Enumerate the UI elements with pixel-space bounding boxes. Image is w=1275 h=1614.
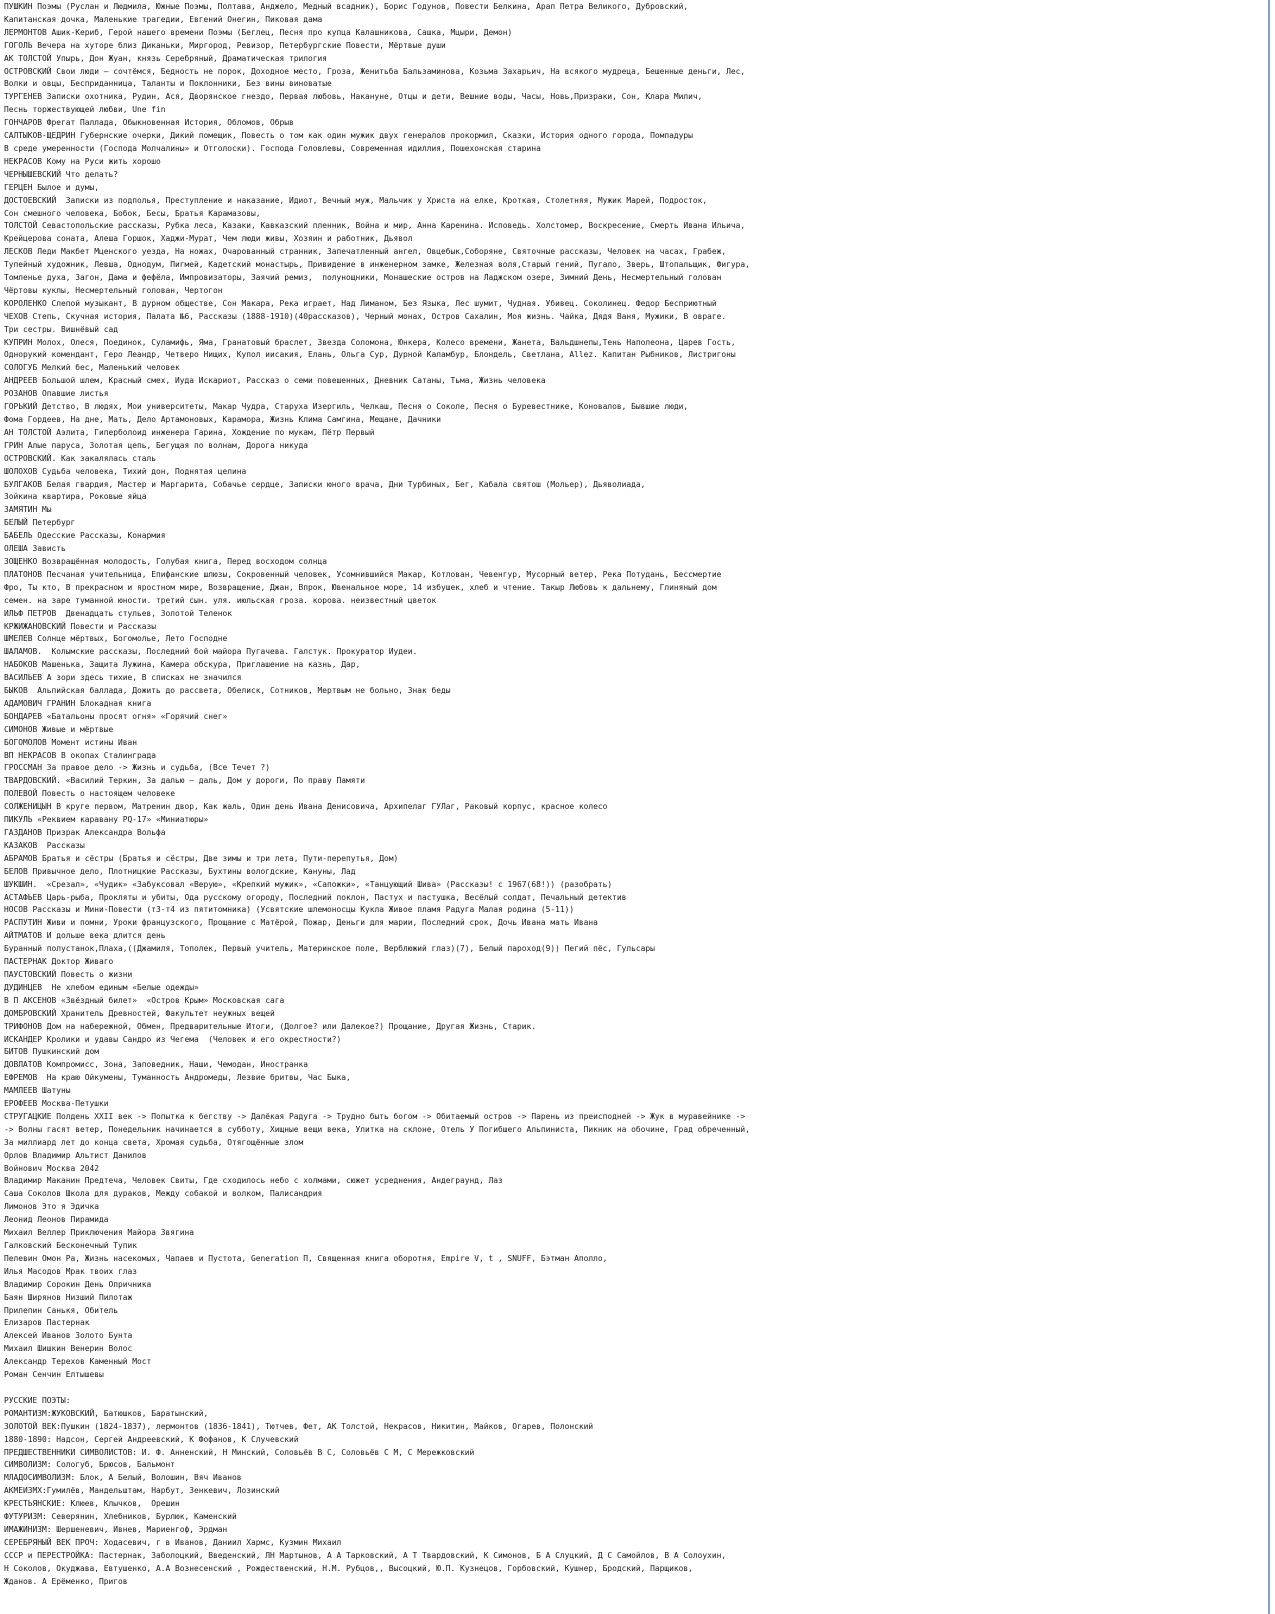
text-line: -> Волны гасят ветер, Понедельник начинается в субботу, Хищные вещи века, Улитка на склоне, Отель У Погибшего Альпиниста, Пикник на обочине, Град обреченный, <box>4 1124 750 1134</box>
text-line: Баян Ширянов Низший Пилотаж <box>4 1292 133 1302</box>
text-line: БЕЛОВ Привычное дело, Плотницкие Рассказы, Бухтины вологдские, Кануны, Лад <box>4 866 356 876</box>
text-line: ПУШКИН Поэмы (Руслан и Людмила, Южные Поэмы, Полтава, Анджело, Медный всадник), Борис Годунов, Повести Белкина, Арап Петра Великого, Дубровский, <box>4 2 689 11</box>
text-line: ОСТРОВСКИЙ. Как закалялась сталь <box>4 453 157 463</box>
text-line: Сон смешного человека, Бобок, Бесы, Братья Карамазовы, <box>4 208 261 218</box>
text-line: ГРОССМАН За правое дело -> Жизнь и судьба, (Все Течет ?) <box>4 763 271 773</box>
text-line: ЛЕРМОНТОВ Ашик-Кериб, Герой нашего времени Поэмы (Беглец, Песня про купца Калашникова, Сашка, Мцыри, Демон) <box>4 27 513 37</box>
text-line: ПРЕДШЕСТВЕННИКИ СИМВОЛИСТОВ: И. Ф. Анненский, Н Минский, Соловьёв В С, Соловьёв С М, С Мережковский <box>4 1447 475 1457</box>
text-line: АДАМОВИЧ ГРАНИН Блокадная книга <box>4 698 152 708</box>
text-line: КРЕСТЬЯНСКИЕ: Клюев, Клычков, Орешин <box>4 1499 180 1509</box>
text-line: Михаил Веллер Приключения Майора Звягина <box>4 1228 195 1238</box>
text-line: ПЛАТОНОВ Песчаная учительница, Епифанские шлюзы, Сокровенный человек, Усомнившийся Макар, Котлован, Чевенгур, Мусорный ветер, Река Потудань, Бессмертие <box>4 569 722 579</box>
text-line: Саша Соколов Школа для дураков, Между собакой и волком, Палисандрия <box>4 1189 323 1199</box>
text-line: МЛАДОСИМВОЛИЗМ: Блок, А Белый, Волошин, Вяч Иванов <box>4 1473 242 1483</box>
text-line: ТУРГЕНЕВ Записки охотника, Рудин, Ася, Дворянское гнездо, Первая любовь, Накануне, Отцы и дети, Вешние воды, Часы, Новь,Призраки, Сон, Клара Милич, <box>4 92 703 102</box>
text-line: Александр Терехов Каменный Мост <box>4 1357 152 1367</box>
text-line: САЛТЫКОВ-ЩЕДРИН Губернские очерки, Дикий помещик, Повесть о том как один мужик двух генералов прокормил, Сказки, История одного города, Помпадуры <box>4 131 693 141</box>
text-line: ГЕРЦЕН Былое и думы, <box>4 182 100 192</box>
text-line: БЫКОВ Альпийская баллада, Дожить до рассвета, Обелиск, Сотников, Мертвым не больно, Знак беды <box>4 686 451 696</box>
text-line: Прилепин Санькя, Обитель <box>4 1305 119 1315</box>
text-line: ЧЕХОВ Степь, Скучная история, Палата №6, Рассказы (1888-1910)(40рассказов), Черный монах, Остров Сахалин, Моя жизнь. Чайка, Дядя Ваня, Мужики, В овраге. <box>4 311 727 321</box>
text-line: ИЛЬФ ПЕТРОВ Двенадцать стульев, Золотой Теленок <box>4 608 233 618</box>
text-line: Роман Сенчин Елтышевы <box>4 1370 104 1380</box>
text-line: ЗАМЯТИН Мы <box>4 505 52 515</box>
text-line: АСТАФЬЕВ Царь-рыба, Прокляты и убиты, Ода русскому огороду, Последний поклон, Пастух и пастушка, Весёлый солдат, Печальный детектив <box>4 892 627 902</box>
text-line: АНДРЕЕВ Большой шлем, Красный смех, Иуда Искариот, Рассказ о семи повешенных, Дневник Сатаны, Тьма, Жизнь человека <box>4 376 546 386</box>
text-line <box>4 1382 1265 1395</box>
scrollbar-track[interactable] <box>1268 0 1270 1614</box>
text-line: ШУКШИН. «Срезал», «Чудик» «Забуксовал «Верую», «Крепкий мужик», «Сапожки», «Танцующий Шива» (Рассказы! с 1967(68!)) (разобрать) <box>4 879 613 889</box>
text-line: Михаил Шишкин Венерин Волос <box>4 1344 133 1354</box>
text-line: ТРИФОНОВ Дом на набережной, Обмен, Предварительные Итоги, (Долгое? или Далекое?) Прощание, Другая Жизнь, Старик. <box>4 1021 537 1031</box>
text-line: 1880-1890: Надсон, Сергей Андреевский, К Фофанов, К Случевский <box>4 1434 299 1444</box>
text-line: В среде умеренности (Господа Молчалины» и Отголоски). Господа Головлевы, Современная идиллия, Пошехонская старина <box>4 143 541 153</box>
text-line: ГОНЧАРОВ Фрегат Паллада, Обыкновенная История, Обломов, Обрыв <box>4 118 294 128</box>
text-line: ПИКУЛЬ «Реквием каравану PQ-17» «Миниатюры» <box>4 815 209 825</box>
vertical-scrollbar[interactable] <box>1265 0 1275 1614</box>
text-line: ШМЕЛЕВ Солнце мёртвых, Богомолье, Лето Господне <box>4 634 228 644</box>
text-line: ПАСТЕРНАК Доктор Живаго <box>4 957 114 967</box>
text-line: Орлов Владимир Альтист Данилов <box>4 1150 147 1160</box>
text-line: НОСОВ Рассказы и Мини-Повести (т3-т4 из пятитомника) (Усвятские шлемоносцы Кукла Живое пламя Радуга Малая родина (5-11)) <box>4 905 575 915</box>
text-line: ПОЛЕВОЙ Повесть о настоящем человеке <box>4 789 176 799</box>
text-line: ГРИН Алые паруса, Золотая цепь, Бегущая по волнам, Дорога никуда <box>4 440 309 450</box>
text-line: БИТОВ Пушкинский дом <box>4 1047 100 1057</box>
text-line: В П АКСЕНОВ «Звёздный билет» «Остров Крым» Московская сага <box>4 995 285 1005</box>
text-line: РАСПУТИН Живи и помни, Уроки французского, Прощание с Матёрой, Пожар, Деньги для марии, Последний срок, Дочь Ивана мать Ивана <box>4 918 598 928</box>
text-line: АКМЕИЗМХ:Гумилёв, Мандельштам, Нарбут, Зенкевич, Лозинский <box>4 1486 280 1496</box>
text-line: СССР и ПЕРЕСТРОЙКА: Пастернак, Заболоцкий, Введенский, ЛН Мартынов, А А Тарковский, А Т Твардовский, К Симонов, Б А Слуцкий, Д С Самойлов, В А Солоухин, <box>4 1550 727 1560</box>
text-line: ГОГОЛЬ Вечера на хуторе близ Диканьки, Миргород, Ревизор, Петербургские Повести, Мёртвые души <box>4 40 446 50</box>
text-line: ОЛЕША Зависть <box>4 544 66 554</box>
text-line: СИМОНОВ Живые и мёртвые <box>4 724 114 734</box>
text-line: ЕФРЕМОВ На краю Ойкумены, Туманность Андромеды, Лезвие бритвы, Час Быка, <box>4 1073 351 1083</box>
text-line: ДУДИНЦЕВ Не хлебом единым «Белые одежды» <box>4 982 199 992</box>
text-line: ШОЛОХОВ Судьба человека, Тихий дон, Поднятая целина <box>4 466 247 476</box>
text-line: КУПРИН Молох, Олеся, Поединок, Суламифь, Яма, Гранатовый браслет, Звезда Соломона, Юнкера, Колесо времени, Жанета, Вальдшнепы,Тень Наполеона, Царев Гость, <box>4 337 736 347</box>
text-line: Томленье духа, Загон, Дама и фефёла, Импровизаторы, Заячий ремиз, полунощники, Монашеские остров на Ладжском озере, Зимний День, Несмертельный голован <box>4 273 722 283</box>
text-line: Однорукий комендант, Геро Леандр, Четверо Нищих, Купол иисакия, Елань, Ольга Сур, Дурной Каламбур, Блондель, Светлана, Allez. Капитан Рыбников, Листригоны <box>4 350 736 360</box>
text-line: ТОЛСТОЙ Севастопольские рассказы, Рубка леса, Казаки, Кавказский пленник, Война и мир, Анна Каренина. Исповедь. Холстомер, Воскресение, Смерть Ивана Ильича, <box>4 221 746 231</box>
text-line: Жданов. А Ерёменко, Пригов <box>4 1576 128 1586</box>
text-line: Песнь торжествующей любви, Une fin <box>4 105 166 115</box>
text-line: За миллиард лет до конца света, Хромая судьба, Отягощённые злом <box>4 1137 304 1147</box>
text-line: ДОСТОЕВСКИЙ Записки из подполья, Преступление и наказание, Идиот, Вечный муж, Мальчик у Христа на елке, Кроткая, Столетняя, Мужик Марей, Подросток, <box>4 195 708 205</box>
text-line: Волки и овцы, Бесприданница, Таланты и Поклонники, Без вины виноватые <box>4 79 332 89</box>
text-line: РУССКИЕ ПОЭТЫ: <box>4 1395 71 1405</box>
text-line: АН ТОЛСТОЙ Аэлита, Гиперболоид инженера Гарина, Хождение по мукам, Пётр Первый <box>4 427 375 437</box>
text-line: ПАУСТОВСКИЙ Повесть о жизни <box>4 969 133 979</box>
text-line: АБРАМОВ Братья и сёстры (Братья и сёстры, Две зимы и три лета, Пути-перепутья, Дом) <box>4 853 399 863</box>
text-line: СИМВОЛИЗМ: Сологуб, Брюсов, Бальмонт <box>4 1460 176 1470</box>
text-line: ИСКАНДЕР Кролики и удавы Сандро из Чегема (Человек и его окрестности?) <box>4 1034 342 1044</box>
text-line: СОЛЖЕНИЦЫН В круге первом, Матренин двор, Как жаль, Один день Ивана Денисовича, Архипелаг ГУЛаг, Раковый корпус, красное колесо <box>4 802 608 812</box>
text-line: Илья Масодов Мрак твоих глаз <box>4 1266 138 1276</box>
text-line: АК ТОЛСТОЙ Упырь, Дон Жуан, князь Серебряный, Драматическая трилогия <box>4 53 328 63</box>
text-line: Войнович Москва 2042 <box>4 1163 100 1173</box>
text-line: АЙТМАТОВ И дольше века длится день <box>4 931 166 941</box>
text-line: КАЗАКОВ Рассказы <box>4 840 85 850</box>
text-line: Лимонов Это я Эдичка <box>4 1202 100 1212</box>
text-line: ШАЛАМОВ. Колымские рассказы, Последний бой майора Пугачева. Галстук. Прокуратор Иудеи. <box>4 647 418 657</box>
text-line: Чёртовы куклы, Несмертельный голован, Чертогон <box>4 285 223 295</box>
text-line: БОНДАРЕВ «Батальоны просят огня» «Горячий снег» <box>4 711 228 721</box>
text-line: Тупейный художник, Левша, Однодум, Пигмей, Кадетский монастырь, Привидение в инженерном замке, Железная воля,Старый гений, Пугало, Зверь, Штопальщик, Фигура, <box>4 260 750 270</box>
text-line: семен. на заре туманной юности. третий сын. уля. июльская гроза. корова. неизвестный цветок <box>4 595 437 605</box>
text-line: РОЗАНОВ Опавшие листья <box>4 389 109 399</box>
text-line: ЕРОФЕЕВ Москва-Петушки <box>4 1099 109 1109</box>
text-line: НАБОКОВ Машенька, Защита Лужина, Камера обскура, Приглашение на казнь, Дар, <box>4 660 361 670</box>
text-line: ФУТУРИЗМ: Северянин, Хлебников, Бурлюк, Каменский <box>4 1512 237 1522</box>
text-line: Три сестры. Вишнёвый сад <box>4 324 119 334</box>
text-line: БУЛГАКОВ Белая гвардия, Мастер и Маргарита, Собачье сердце, Записки юного врача, Дни Турбиных, Бег, Кабала святош (Мольер), Дьяволиада, <box>4 479 646 489</box>
text-line: Елизаров Пастернак <box>4 1318 90 1328</box>
text-line: ДОМБРОВСКИЙ Хранитель Древностей, Факультет неужных вещей <box>4 1008 275 1018</box>
text-line: Н Соколов, Окуджава, Евтушенко, А.А Вознесенский , Рождественский, Н.М. Рубцов,, Высоцкий, Ю.П. Кузнецов, Горбовский, Кушнер, Бродский, Парщиков, <box>4 1563 693 1573</box>
text-line: СЕРЕБРЯНЫЙ ВЕК ПРОЧ: Ходасевич, г в Иванов, Даниил Хармс, Кузмин Михаил <box>4 1537 342 1547</box>
text-line: ЧЕРНЫШЕВСКИЙ Что делать? <box>4 169 119 179</box>
text-line: Крейцерова соната, Алеша Горшок, Хаджи-Мурат, Чем люди живы, Хозяин и работник, Дьявол <box>4 234 413 244</box>
text-line: Галковский Бесконечный Тупик <box>4 1241 138 1250</box>
text-line: ГОРЬКИЙ Детство, В людях, Мои университеты, Макар Чудра, Старуха Изергиль, Челкаш, Песня о Соколе, Песня о Буревестнике, Коновалов, Бывшие люди, <box>4 402 689 412</box>
text-line: Зойкина квартира, Роковые яйца <box>4 492 147 502</box>
text-line: КОРОЛЕНКО Слепой музыкант, В дурном обществе, Сон Макара, Река играет, Над Лиманом, Без Языка, Лес шумит, Чудная. Убивец. Соколинец. Федор Бесприютный <box>4 298 717 308</box>
text-line: Пелевин Омон Ра, Жизнь насекомых, Чапаев и Пустота, Generation П, Священная книга оборотня, Empire V, t , SNUFF, Бэтман Аполло, <box>4 1253 608 1263</box>
text-line: ЗОЩЕНКО Возвращённая молодость, Голубая книга, Перед восходом солнца <box>4 556 328 566</box>
text-line: ОСТРОВСКИЙ Свои люди – сочтёмся, Бедность не порок, Доходное место, Гроза, Женитьба Бальзаминова, Козьма Захарьич, На всякого мудреца, Бешенные деньги, Лес, <box>4 66 746 76</box>
text-line: Буранный полустанок,Плаха,((Джамиля, Тополек, Первый учитель, Материнское поле, Верблюжий глаз)(7), Белый пароход(9)) Пегий пёс, Гульсары <box>4 944 655 954</box>
text-line: ВАСИЛЬЕВ А зори здесь тихие, В списках не значился <box>4 673 242 683</box>
text-line: БАБЕЛЬ Одесские Рассказы, Конармия <box>4 531 166 541</box>
text-line: РОМАНТИЗМ:ЖУКОВСКИЙ, Батюшков, Баратынский, <box>4 1408 209 1418</box>
text-line: БОГОМОЛОВ Момент истины Иван <box>4 737 138 747</box>
text-line: ВП НЕКРАСОВ В окопах Сталинграда <box>4 750 157 760</box>
text-line: Владимир Маканин Предтеча, Человек Свиты, Где сходилось небо с холмами, сюжет усреднения, Андеграунд, Лаз <box>4 1176 503 1186</box>
text-line: МАМЛЕЕВ Шатуны <box>4 1086 71 1096</box>
text-line: ИМАЖИНИЗМ: Шершеневич, Ивнев, Мариенгоф, Эрдман <box>4 1524 228 1534</box>
text-line: СОЛОГУБ Мелкий бес, Маленький человек <box>4 363 180 373</box>
text-line: ЗОЛОТОЙ ВЕК:Пушкин (1824-1837), лермонтов (1836-1841), Тютчев, Фет, АК Толстой, Некрасов, Никитин, Майков, Огарев, Полонский <box>4 1421 594 1431</box>
text-line: Фро, Ты кто, В прекрасном и яростном мире, Возвращение, Джан, Впрок, Ювенальное море, 14 избушек, хлеб и чтение. Такыр Любовь к дальнему, Глиняный дом <box>4 582 717 592</box>
text-line: НЕКРАСОВ Кому на Руси жить хорошо <box>4 156 161 166</box>
text-line: БЕЛЫЙ Петербург <box>4 518 76 528</box>
text-line: СТРУГАЦКИЕ Полдень XXII век -> Попытка к бегству -> Далёкая Радуга -> Трудно быть богом -> Обитаемый остров -> Парень из преисподней -> Жук в муравейнике -> <box>4 1111 746 1121</box>
text-line: КРЖИЖАНОВСКИЙ Повести и Рассказы <box>4 621 157 631</box>
text-line: Леонид Леонов Пирамида <box>4 1215 109 1225</box>
text-line: Капитанская дочка, Маленькие трагедии, Евгений Онегин, Пиковая дама <box>4 14 323 24</box>
text-line: ДОВЛАТОВ Компромисс, Зона, Заповедник, Наши, Чемодан, Иностранка <box>4 1060 309 1070</box>
text-line: ЛЕСКОВ Леди Макбет Мценского уезда, На ножах, Очарованный странник, Запечатленный ангел, Овцебык,Соборяне, Святочные рассказы, Человек на часах, Грабеж, <box>4 247 727 257</box>
text-line: ТВАРДОВСКИЙ. «Василий Теркин, За далью – даль, Дом у дороги, По праву Памяти <box>4 776 366 786</box>
text-line: Фома Гордеев, На дне, Мать, Дело Артамоновых, Карамора, Жизнь Клима Самгина, Мещане, Дачники <box>4 415 442 424</box>
text-line: ГАЗДАНОВ Призрак Александра Вольфа <box>4 828 166 837</box>
text-line: Владимир Сорокин День Опричника <box>4 1279 152 1289</box>
text-line: Алексей Иванов Золото Бунта <box>4 1331 133 1341</box>
